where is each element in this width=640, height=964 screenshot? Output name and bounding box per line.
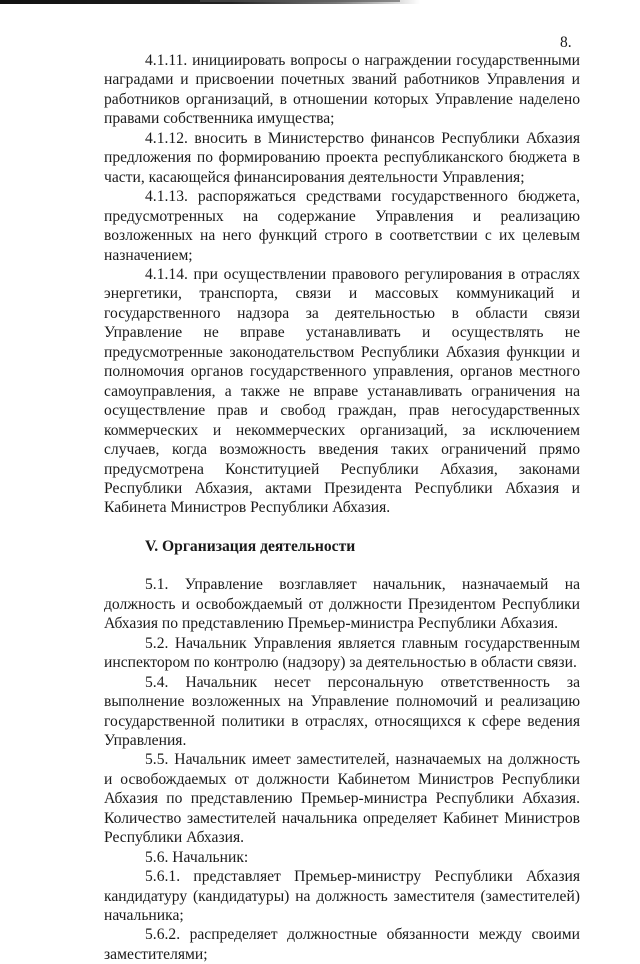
paragraph-5-1: 5.1. Управление возглавляет начальник, назначаемый на должность и освобождаемый от должности Президентом Республики Абхазия по представлению Премьер-министра Республики Абхазия. xyxy=(104,576,580,633)
scan-edge-artifact xyxy=(200,0,400,2)
paragraph-5-6-2: 5.6.2. распределяет должностные обязанности между своими заместителями; xyxy=(104,926,580,963)
paragraph-4-1-11: 4.1.11. инициировать вопросы о награждении государственными наградами и присвоении почетных званий работников Управления и работников организаций, в отношении которых Управление наделено правами собственника имущества; xyxy=(104,52,580,128)
paragraph-4-1-14: 4.1.14. при осуществлении правового регулирования в отраслях энергетики, транспорта, связи и массовых коммуникаций и государственного надзора за деятельностью в области связи Управление не вправе устанавливать и осуществлять не предусмотренные законодательством Республики Абхазия функции и полномочия органов государственного управления, органов местного самоуправления, а также не вправе устанавливать ограничения на осуществление прав и свобод граждан, прав негосударственных коммерческих и некоммерческих организаций, за исключением случаев, когда возможность введения таких ограничений прямо предусмотрена Конституцией Республики Абхазия, законами Республики Абхазия, актами Президента Республики Абхазия и Кабинета Министров Республики Абхазия. xyxy=(104,265,580,517)
document-body xyxy=(104,40,580,964)
paragraph-5-6-1: 5.6.1. представляет Премьер-министру Республики Абхазия кандидатуру (кандидатуры) на должность заместителя (заместителей) начальника; xyxy=(104,868,580,925)
paragraph-5-6: 5.6. Начальник: xyxy=(145,848,249,866)
paragraph-5-5: 5.5. Начальник имеет заместителей, назначаемых на должность и освобождаемых от должности Кабинетом Министров Республики Абхазия по представлению Премьер-министра Республики Абхазия. Количество заместителей начальника определяет Кабинет Министров Республики Абхазия. xyxy=(104,751,580,847)
paragraph-5-4: 5.4. Начальник несет персональную ответственность за выполнение возложенных на Управление полномочий и реализацию государственной политики в отраслях, относящихся к сфере ведения Управления. xyxy=(104,673,580,749)
section-heading: V. Организация деятельности xyxy=(145,537,356,555)
paragraph-5-2: 5.2. Начальник Управления является главным государственным инспектором по контролю (надзору) за деятельностью в области связи. xyxy=(104,634,580,672)
paragraph-4-1-12: 4.1.12. вносить в Министерство финансов Республики Абхазия предложения по формированию проекта республиканского бюджета в части, касающейся финансирования деятельности Управления; xyxy=(104,129,580,186)
page-number: 8. xyxy=(560,34,572,51)
paragraph-4-1-13: 4.1.13. распоряжаться средствами государственного бюджета, предусмотренных на содержание Управления и реализацию возложенных на него функций строго в соответствии с их целевым назначением; xyxy=(104,188,580,264)
